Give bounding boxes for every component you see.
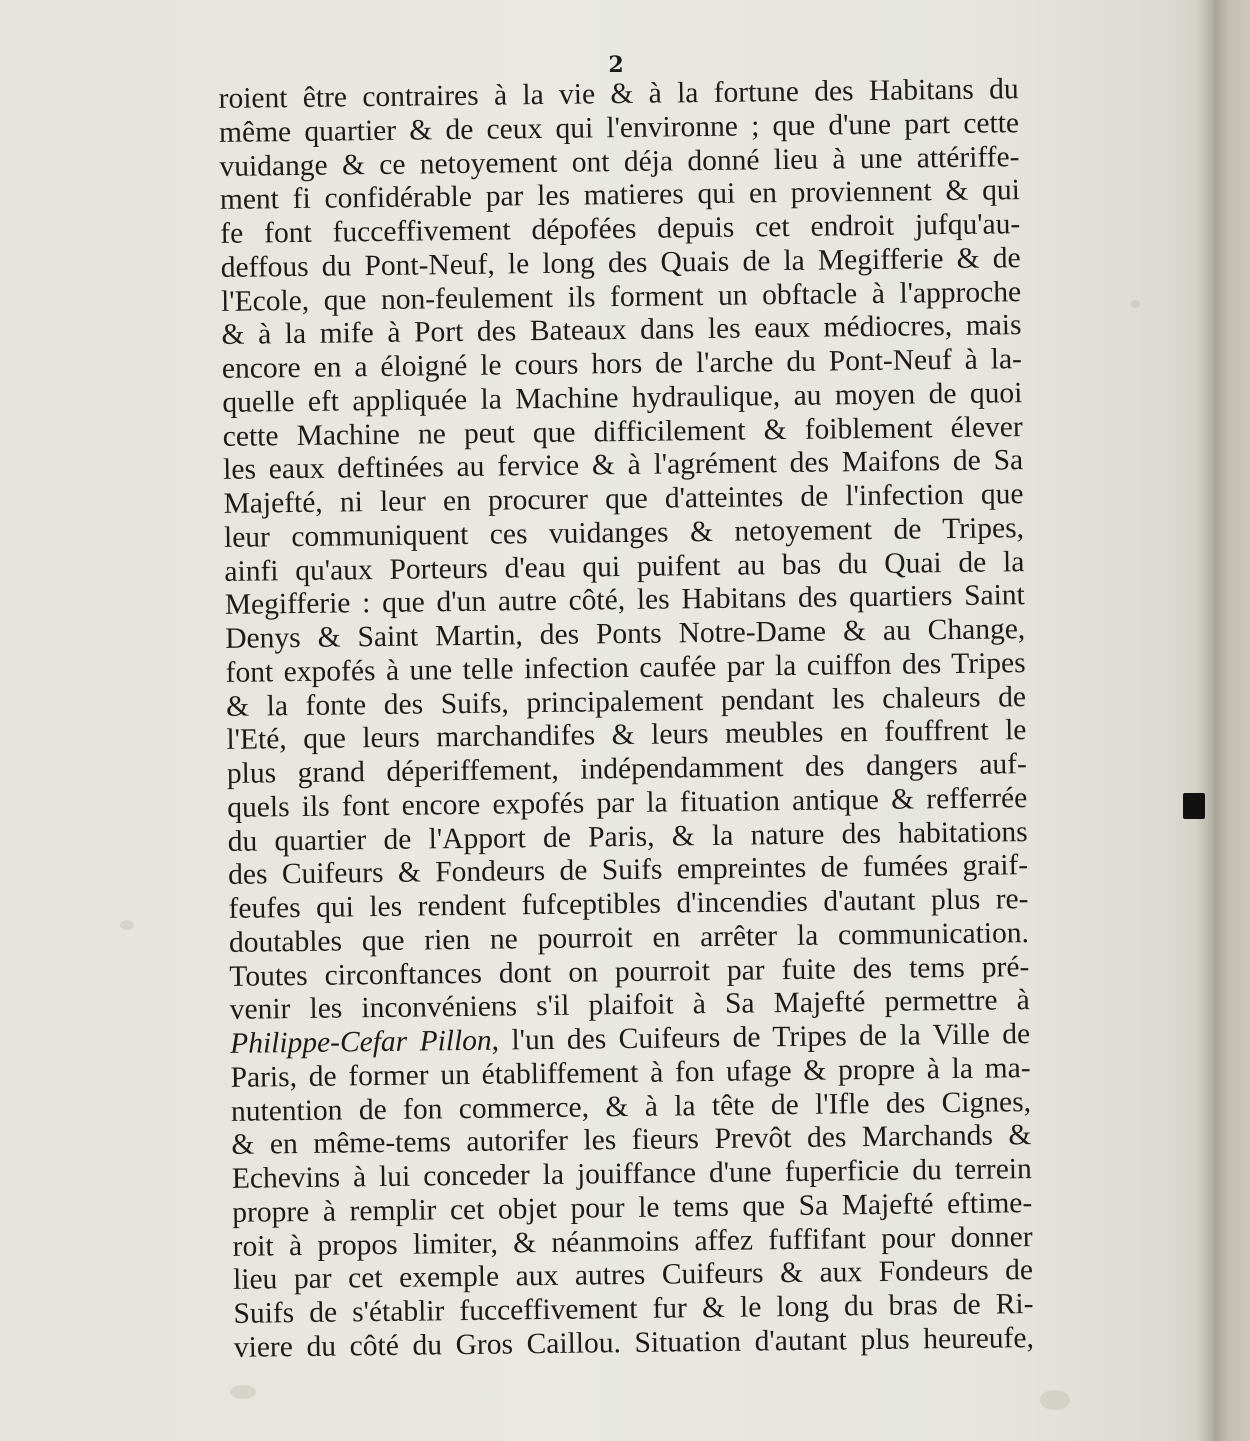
text-line: & en même-tems autorifer les fieurs Prevôt des Marchands &: [231, 1119, 1032, 1162]
text-line: cette Machine ne peut que difficilement & foiblement élever: [222, 410, 1023, 453]
text-line: font expofés à une telle infection caufée par la cuiffon des Tripes: [225, 646, 1026, 689]
text-line: & la fonte des Suifs, principalement pendant les chaleurs de: [225, 680, 1027, 723]
text-line: roit à propos limiter, & néanmoins affez fuffifant pour donner: [232, 1220, 1033, 1263]
text-line: lieu par cet exemple aux autres Cuifeurs & aux Fondeurs de: [232, 1254, 1034, 1297]
text-line: ment fi confidérable par les matieres qui en proviennent & qui: [219, 174, 1021, 217]
text-line: Denys & Saint Martin, des Ponts Notre-Dame & au Change,: [225, 613, 1026, 655]
text-line: viere du côté du Gros Caillou. Situation d'autant plus heureufe,: [233, 1321, 1035, 1364]
text-line: quels ils font encore expofés par la fituation antique & refferrée: [227, 781, 1028, 824]
text-line: Echevins à lui conceder la jouiffance d'une fuperficie du terrein: [231, 1153, 1032, 1195]
text-line: leur communiquent ces vuidanges & netoyement de Tripes,: [223, 511, 1025, 554]
text-line-rest: , l'un des Cuifeurs de Tripes de la Ville de: [491, 1018, 1031, 1057]
text-line: Suifs de s'établir fucceffivement fur & le long du bras de Ri-: [233, 1288, 1034, 1330]
text-line: Majefté, ni leur en procurer que d'atteintes de l'infection que: [223, 478, 1024, 520]
text-line: encore en a éloigné le cours hors de l'arche du Pont-Neuf à la-: [221, 343, 1023, 385]
text-line: ainfi qu'aux Porteurs d'eau qui puifent au bas du Quai de la: [224, 545, 1025, 588]
text-line: feufes qui les rendent fufceptibles d'incendies d'autant plus re-: [228, 883, 1029, 925]
text-line: les eaux deftinées au fervice & à l'agrément des Maifons de Sa: [222, 444, 1024, 487]
text-line: doutables que rien ne pourroit en arrêter la communication.: [228, 916, 1030, 959]
text-line: même quartier & de ceux qui l'environne ; que d'une part cette: [218, 106, 1020, 149]
text-line: l'Eté, que leurs marchandifes & leurs meubles en fouffrent le: [226, 714, 1027, 757]
text-line: & à la mife à Port des Bateaux dans les eaux médiocres, mais: [221, 309, 1022, 352]
book-binding: [1215, 0, 1250, 1441]
italic-name: Philippe-Cefar Pillon: [230, 1024, 492, 1060]
text-line: plus grand déperiffement, indépendamment des dangers auf-: [226, 748, 1028, 790]
text-line: Megifferie : que d'un autre côté, les Habitans des quartiers Saint: [224, 579, 1025, 622]
text-line: vuidange & ce netoyement ont déja donné lieu à une attériffe-: [219, 140, 1020, 183]
text-line: Toutes circonftances dont on pourroit par fuite des tems pré-: [229, 950, 1030, 993]
text-line: deffous du Pont-Neuf, le long des Quais de la Megifferie & de: [220, 241, 1021, 284]
text-line: roient être contraires à la vie & à la fortune des Habitans du: [218, 73, 1019, 115]
body-text: [218, 73, 1034, 1365]
page-number: 2: [608, 52, 624, 78]
binding-thread-hole: [1183, 793, 1205, 819]
text-line: des Cuifeurs & Fondeurs de Suifs empreintes de fumées graif-: [227, 849, 1029, 892]
text-line: fe font fucceffivement dépofées depuis cet endroit jufqu'au-: [220, 208, 1021, 250]
text-line: venir les inconvéniens s'il plaifoit à Sa Majefté permettre à: [229, 984, 1030, 1027]
text-line: propre à remplir cet objet pour le tems que Sa Majefté eftime-: [232, 1186, 1033, 1229]
text-line: l'Ecole, que non-feulement ils forment un obftacle à l'approche: [220, 275, 1022, 318]
text-line: quelle eft appliquée la Machine hydraulique, au moyen de quoi: [222, 376, 1023, 419]
text-line: nutention de fon commerce, & à la tête de l'Ifle des Cignes,: [230, 1085, 1032, 1128]
text-line: du quartier de l'Apport de Paris, & la nature des habitations: [227, 815, 1028, 858]
text-line: Paris, de former un établiffement à fon ufage & propre à la ma-: [230, 1051, 1031, 1094]
